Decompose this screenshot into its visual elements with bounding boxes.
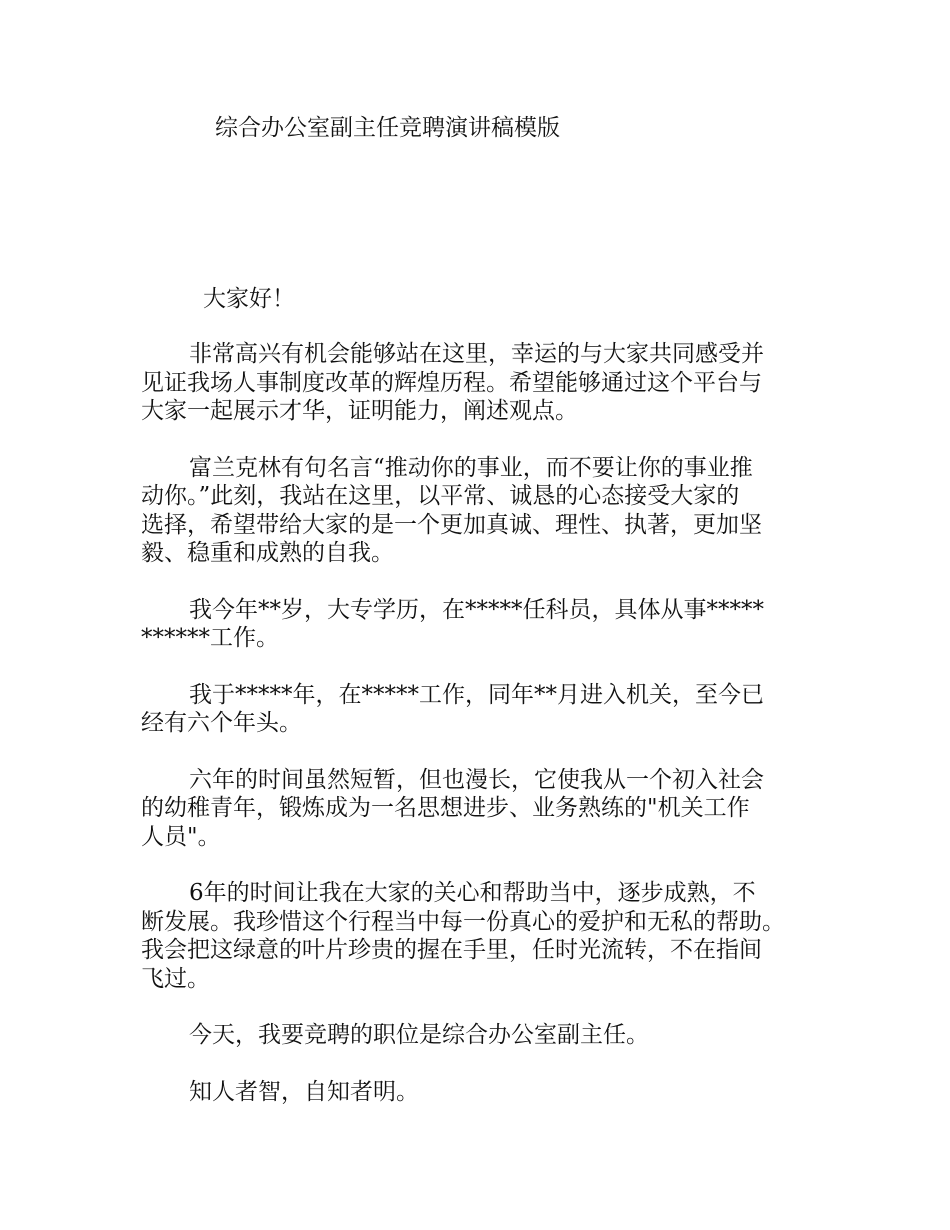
paragraph-4: 我于*****年，在*****工作，同年**月进入机关，至今已 经有六个年头。 <box>141 681 764 736</box>
paragraph-6: 6年的时间让我在大家的关心和帮助当中，逐步成熟，不 断发展。我珍惜这个行程当中每一份真心的爱护和无私的帮助。 我会把这绿意的叶片珍贵的握在手里，任时光流转，不在指间 飞过。 <box>141 880 785 992</box>
document-body <box>141 340 821 1134</box>
greeting: 大家好！ <box>203 286 295 312</box>
paragraph-8: 知人者智，自知者明。 <box>189 1078 419 1105</box>
paragraph-7: 今天，我要竞聘的职位是综合办公室副主任。 <box>189 1022 649 1048</box>
paragraph-2: 富兰克林有句名言“推动你的事业，而不要让你的事业推 动你。”此刻，我站在这里，以平常、诚恳的心态接受大家的 选择，希望带给大家的是一个更加真诚、理性、执著，更加坚 毅、稳重和成熟的自我。 <box>141 454 762 566</box>
document-title: 综合办公室副主任竞聘演讲稿模版 <box>215 115 560 141</box>
paragraph-5: 六年的时间虽然短暂，但也漫长，它使我从一个初入社会 的幼稚青年，锻炼成为一名思想进步、业务熟练的"机关工作 人员"。 <box>141 766 764 850</box>
paragraph-3: 我今年**岁，大专学历，在*****任科员，具体从事***** ******工作。 <box>141 596 764 651</box>
paragraph-1: 非常高兴有机会能够站在这里，幸运的与大家共同感受并 见证我场人事制度改革的辉煌历程。希望能够通过这个平台与 大家一起展示才华，证明能力，阐述观点。 <box>141 341 764 424</box>
